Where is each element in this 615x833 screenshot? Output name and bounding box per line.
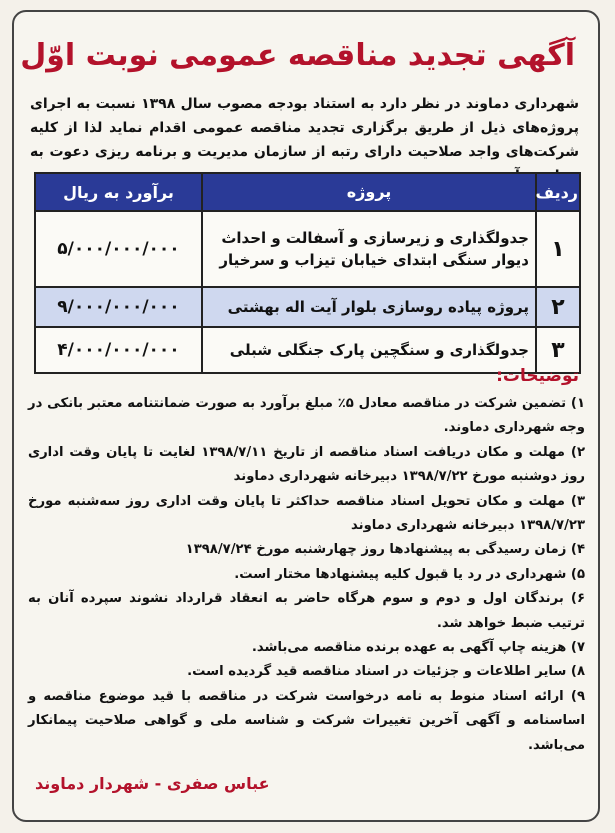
notes-list bbox=[28, 392, 585, 758]
note-item: ۲) مهلت و مکان دریافت اسناد مناقصه از تاریخ ۱۳۹۸/۷/۱۱ لغایت تا پایان وقت اداری روز دوشنبه مورخ ۱۳۹۸/۷/۲۲ دبیرخانه شهرداری دماوند bbox=[28, 444, 585, 485]
header-project: پروژه bbox=[202, 173, 536, 211]
row-project: پروژه پیاده روسازی بلوار آیت اله بهشتی bbox=[202, 287, 536, 327]
note-item: ۳) مهلت و مکان تحویل اسناد مناقصه حداکثر تا پایان وقت اداری روز سه‌شنبه مورخ ۱۳۹۸/۷/۲۳ دبیرخانه شهرداری دماوند bbox=[28, 493, 585, 534]
note-item: ۸) سایر اطلاعات و جزئیات در اسناد مناقصه قید گردیده است. bbox=[187, 664, 585, 680]
header-estimate: برآورد به ریال bbox=[35, 173, 202, 211]
row-number: ۳ bbox=[536, 327, 580, 373]
table-header-row bbox=[35, 173, 580, 211]
projects-table bbox=[34, 172, 581, 374]
row-number: ۱ bbox=[536, 211, 580, 287]
row-estimate: ۹/۰۰۰/۰۰۰/۰۰۰ bbox=[35, 287, 202, 327]
row-estimate: ۴/۰۰۰/۰۰۰/۰۰۰ bbox=[35, 327, 202, 373]
intro-text: در نظر دارد به استناد بودجه مصوب سال ۱۳۹۸ نسبت به اجرای پروژه‌های ذیل از طریق برگزاری تجدید مناقصه عمومی اقدام نماید لذا از کلیه شرکت‌های واجد صلاحیت دارای رتبه از سازمان مدیریت و برنامه ریزی دعوت به bbox=[30, 96, 579, 160]
note-item: ۹) ارائه اسناد منوط به نامه درخواست شرکت در مناقصه با قید موضوع مناقصه و اساسنامه و آگهی آخرین تغییرات شرکت و شناسه ملی و گواهی صلاحیت پیمانکار می‌باشد. bbox=[28, 688, 585, 753]
row-project: جدولگذاری و زیرسازی و آسفالت و احداث دیوار سنگی ابتدای خیابان تیزاب و سرخیار bbox=[202, 211, 536, 287]
note-item: ۷) هزینه چاپ آگهی به عهده برنده مناقصه می‌باشد. bbox=[251, 640, 585, 656]
note-item: ۵) شهرداری در رد یا قبول کلیه پیشنهادها مختار است. bbox=[234, 566, 585, 582]
notice-title: آگهی تجدید مناقصه عمومی نوبت اوّل bbox=[20, 38, 575, 73]
notes-heading: توضیحات: bbox=[496, 366, 579, 386]
note-item: ۱) تضمین شرکت در مناقصه معادل ۵٪ مبلغ برآورد به صورت ضمانتنامه معتبر بانکی در وجه شهرداری دماوند. bbox=[28, 396, 585, 436]
row-number: ۲ bbox=[536, 287, 580, 327]
header-row-number: ردیف bbox=[536, 173, 580, 211]
note-item: ۴) زمان رسیدگی به پیشنهادها روز چهارشنبه مورخ ۱۳۹۸/۷/۲۴ bbox=[185, 542, 585, 558]
row-project: جدولگذاری و سنگچین پارک جنگلی شبلی bbox=[202, 327, 536, 373]
table-row bbox=[35, 211, 580, 287]
organization-name: شهرداری دماوند bbox=[465, 96, 580, 112]
note-item: ۶) برندگان اول و دوم و سوم هرگاه حاضر به انعقاد قرارداد نشوند سپرده آنان به ترتیب ضبط خواهد شد. bbox=[28, 591, 585, 631]
table-row bbox=[35, 287, 580, 327]
row-estimate: ۵/۰۰۰/۰۰۰/۰۰۰ bbox=[35, 211, 202, 287]
signature: عباس صفری - شهردار دماوند bbox=[35, 774, 270, 793]
